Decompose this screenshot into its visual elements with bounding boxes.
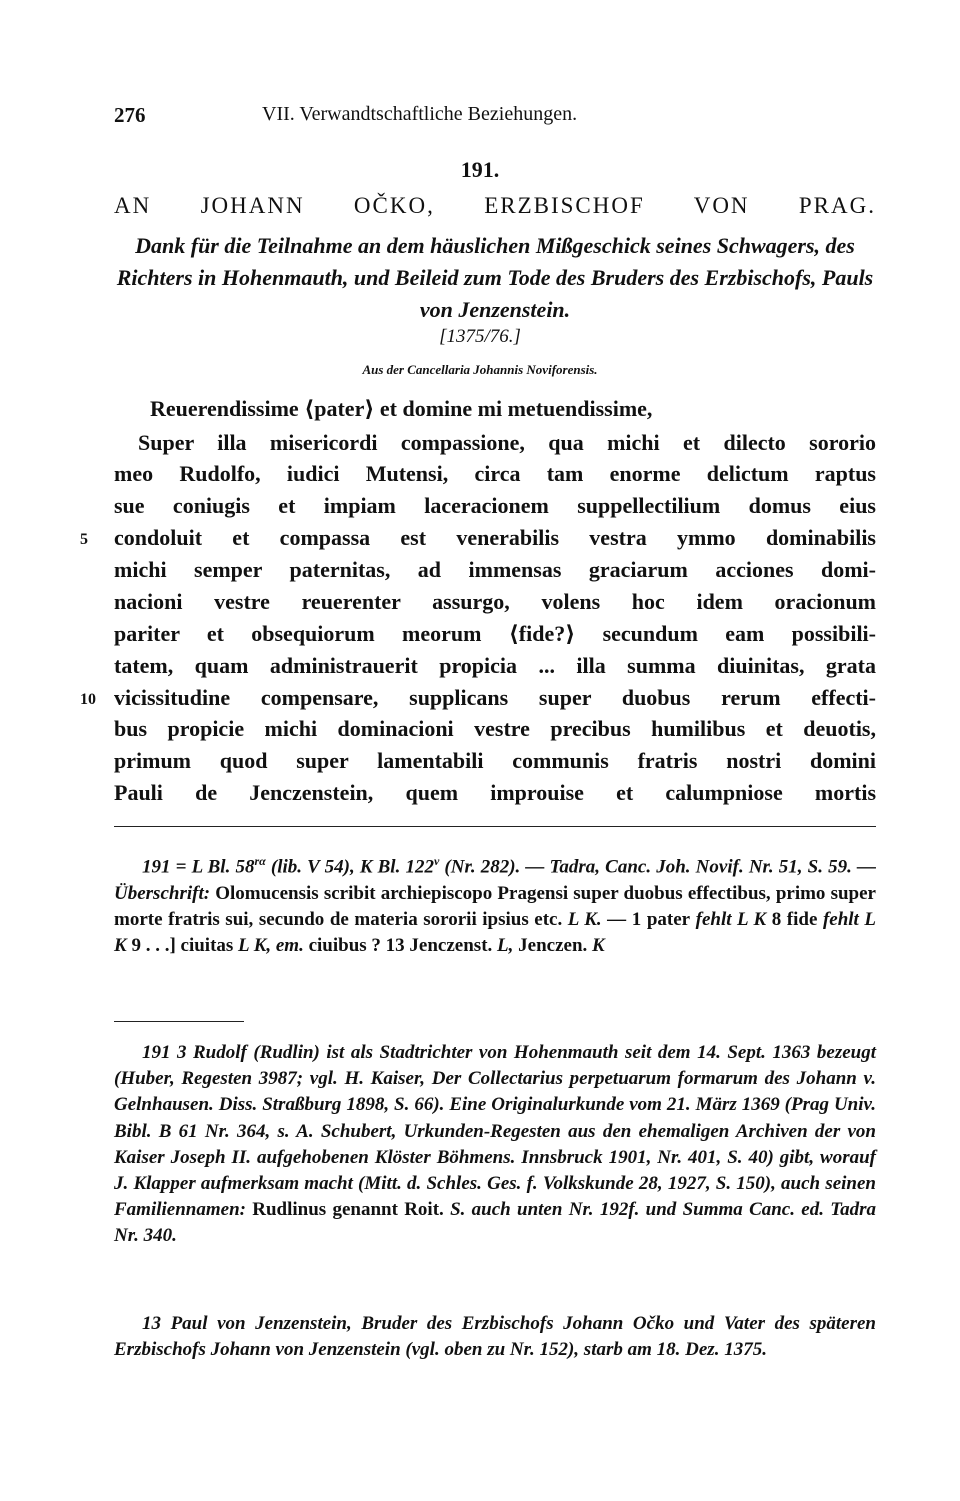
letter-line: condoluit et compassa est venerabilis vestra ymmo dominabilis [114, 525, 876, 550]
apparatus-text: Olomucensis scribit archiepiscopo Pragensi super duobus effectibus, primo super morte fratris sui, secundo de materia sororii ipsius etc. [114, 882, 876, 930]
document-title: AN JOHANN OČKO, ERZBISCHOF VON PRAG. [114, 193, 876, 218]
apparatus-text: K [587, 935, 605, 957]
apparatus-text: L K. — [562, 908, 632, 930]
document-summary: Dank für die Teilnahme an dem häuslichen Mißgeschick seines Schwagers, des Richters in Hohenmauth, und Beileid zum Tode des Bruders des Erzbischofs, Pauls von Jenzenstein. [116, 233, 874, 322]
apparatus-text: (lib. V 54), K Bl. 122 [265, 856, 434, 878]
apparatus-text: fehlt L K [114, 908, 876, 957]
commentary-text: Rudlinus genannt Roit. [252, 1199, 444, 1221]
commentary-note [114, 1040, 876, 1250]
running-head: VII. Verwandtschaftliche Beziehungen. [262, 103, 578, 125]
letter-salutation: Reuerendissime ⟨pater⟩ et domine mi metuendissime, [150, 396, 653, 421]
footnote-rule [114, 826, 876, 827]
apparatus-text: 1 pater [631, 908, 691, 930]
letter-line: vicissitudine compensare, supplicans super duobus rerum effecti- [114, 685, 876, 710]
document-number: 191. [460, 157, 500, 182]
letter-line: bus propicie michi dominacioni vestre precibus humilibus et deuotis, [114, 716, 876, 741]
letter-line: nacioni vestre reuerenter assurgo, volens hoc idem oracionum [114, 589, 876, 614]
apparatus-text: 9 . . .] ciuitas [126, 935, 234, 957]
commentary-rule [114, 1021, 244, 1022]
apparatus-text: 8 fide [766, 908, 818, 930]
commentary-text: S. auch unten Nr. 192f. und Summa Canc. ed. Tadra Nr. 340. [114, 1199, 876, 1247]
line-number-5: 5 [80, 531, 88, 548]
line-number-10: 10 [80, 691, 96, 708]
commentary-text: 191 3 Rudolf (Rudlin) ist als Stadtrichter von Hohenmauth seit dem 14. Sept. 1363 bezeugt (Huber, Regesten 3987; vgl. H. Kaiser, Der Collectarius perpetuarum formarum des Johann v. Gelnhausen. Diss. Straßburg 1898, S. 66). Eine Originalurkunde vom 21. März 1369 (Prag Univ. Bibl. B 61 Nr. 364, s. A. Schubert, Urkunden-Regesten aus den ehemaligen Archiven der von Kaiser Joseph II. aufgehobenen Klöster Böhmens. Innsbruck 1901, Nr. 401, S. 40) gibt, worauf J. Klapper aufmerksam macht (Mitt. d. Schles. Ges. f. Volkskunde 28, 1927, S. 150), auch seinen Familiennamen: [114, 1042, 876, 1221]
letter-line: Super illa misericordi compassione, qua michi et dilecto sororio [138, 430, 876, 455]
commentary-text: 13 Paul von Jenzenstein, Bruder des Erzbischofs Johann Očko und Vater des späteren Erzbischofs Johann von Jenzenstein (vgl. oben zu Nr. 152), starb am 18. Dez. 1375. [114, 1313, 876, 1361]
document-date: [1375/76.] [439, 326, 521, 347]
letter-line: primum quod super lamentabili communis fratris nostri domini [114, 748, 876, 773]
critical-apparatus [114, 848, 876, 960]
letter-line: pariter et obsequiorum meorum ⟨fide?⟩ secundum eam possibili- [114, 621, 876, 646]
apparatus-superscript: v [433, 854, 440, 868]
letter-line: meo Rudolfo, iudici Mutensi, circa tam enorme delictum raptus [114, 461, 876, 486]
commentary-note [114, 1311, 876, 1363]
apparatus-text: L, [492, 935, 514, 957]
apparatus-text: fehlt L K [690, 908, 767, 930]
letter-line: sue coniugis et impiam laceracionem suppellectilium domus eius [114, 493, 876, 518]
apparatus-text: ciuibus ? 13 Jenczenst. [303, 935, 493, 957]
letter-line: michi semper paternitas, ad immensas graciarum acciones domi- [114, 557, 876, 582]
apparatus-text: 191 = L Bl. 58 [142, 856, 255, 878]
apparatus-text: L K, em. [233, 935, 304, 957]
letter-line: tatem, quam administrauerit propicia ... illa summa diuinitas, grata [114, 653, 876, 678]
letter-line: Pauli de Jenczenstein, quem improuise et calumpniose mortis [114, 780, 876, 805]
apparatus-text: (Nr. 282). — Tadra, Canc. Joh. Novif. Nr. 51, S. 59. — Überschrift: [114, 856, 876, 904]
apparatus-text: Jenczen. [513, 935, 588, 957]
page-number: 276 [114, 103, 146, 127]
apparatus-superscript: rα [254, 854, 266, 868]
document-source: Aus der Cancellaria Johannis Noviforensis. [362, 362, 598, 377]
